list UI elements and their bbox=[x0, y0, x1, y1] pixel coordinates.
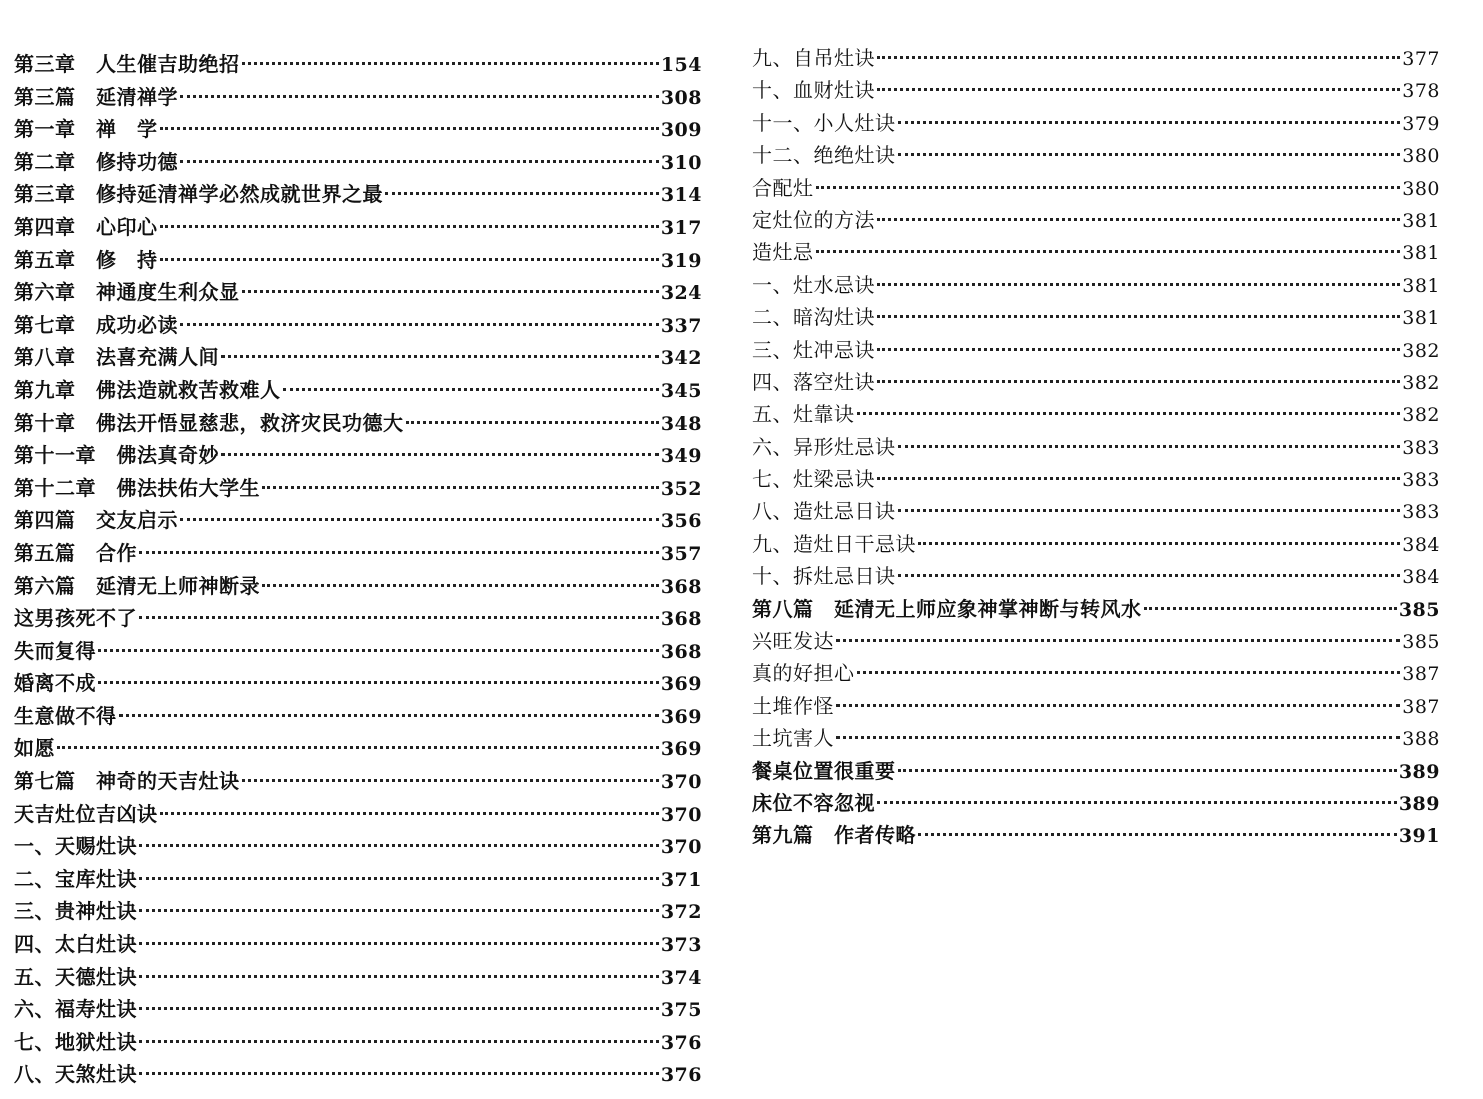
toc-entry-page-number: 381 bbox=[1402, 242, 1440, 265]
dot-leader bbox=[898, 153, 1401, 156]
toc-entry bbox=[752, 495, 1440, 527]
dot-leader bbox=[836, 736, 1400, 739]
toc-entry-page-number: 387 bbox=[1402, 663, 1440, 686]
toc-entry bbox=[752, 236, 1440, 268]
toc-entry-label: 八、天煞灶诀 bbox=[14, 1062, 137, 1087]
dot-leader bbox=[139, 975, 659, 978]
toc-entry bbox=[14, 309, 702, 342]
toc-entry-label: 十、拆灶忌日诀 bbox=[752, 564, 896, 589]
toc-entry-label: 合配灶 bbox=[752, 175, 814, 200]
toc-entry-page-number: 308 bbox=[660, 86, 702, 109]
toc-entry bbox=[14, 48, 702, 81]
toc-entry-label: 第九章 佛法造就救苦救难人 bbox=[14, 377, 281, 402]
toc-entry bbox=[14, 830, 702, 863]
toc-entry-page-number: 391 bbox=[1398, 825, 1440, 848]
toc-entry-page-number: 383 bbox=[1402, 436, 1440, 459]
dot-leader bbox=[877, 380, 1400, 383]
toc-entry-page-number: 382 bbox=[1402, 404, 1440, 427]
toc-right-column bbox=[752, 42, 1440, 852]
toc-entry-label: 八、造灶忌日诀 bbox=[752, 499, 896, 524]
toc-entry bbox=[14, 1058, 702, 1091]
toc-entry bbox=[14, 1026, 702, 1059]
toc-entry bbox=[752, 819, 1440, 851]
toc-entry-label: 五、天德灶诀 bbox=[14, 964, 137, 989]
dot-leader bbox=[139, 942, 659, 945]
toc-entry bbox=[752, 42, 1440, 74]
dot-leader bbox=[877, 477, 1400, 480]
dot-leader bbox=[180, 323, 659, 326]
toc-entry bbox=[14, 341, 702, 374]
toc-entry-page-number: 342 bbox=[660, 347, 702, 370]
toc-entry-page-number: 368 bbox=[660, 575, 702, 598]
toc-entry-label: 第三章 人生催吉助绝招 bbox=[14, 52, 240, 76]
toc-entry-label: 失而复得 bbox=[14, 638, 96, 663]
dot-leader bbox=[857, 412, 1401, 415]
toc-entry-page-number: 310 bbox=[660, 151, 702, 174]
toc-entry-label: 第一章 禅 学 bbox=[14, 117, 158, 142]
toc-entry bbox=[752, 657, 1440, 689]
dot-leader bbox=[857, 671, 1401, 674]
toc-entry-page-number: 319 bbox=[660, 249, 702, 272]
toc-entry-page-number: 337 bbox=[660, 314, 702, 337]
toc-entry-page-number: 369 bbox=[660, 738, 702, 761]
toc-entry-label: 第十二章 佛法扶佑大学生 bbox=[14, 475, 260, 500]
toc-entry-page-number: 154 bbox=[660, 54, 702, 76]
dot-leader bbox=[180, 518, 659, 521]
toc-entry-page-number: 385 bbox=[1402, 631, 1440, 654]
dot-leader bbox=[98, 649, 659, 652]
toc-entry-page-number: 309 bbox=[660, 119, 702, 142]
toc-entry-label: 第十章 佛法开悟显慈悲，救济灾民功德大 bbox=[14, 410, 404, 435]
toc-entry bbox=[14, 211, 702, 244]
toc-entry-label: 第四章 心印心 bbox=[14, 214, 158, 239]
dot-leader bbox=[139, 551, 659, 554]
toc-entry-label: 六、异形灶忌诀 bbox=[752, 434, 896, 459]
dot-leader bbox=[816, 250, 1401, 253]
toc-entry-page-number: 389 bbox=[1398, 792, 1440, 815]
toc-entry-label: 造灶忌 bbox=[752, 240, 814, 265]
toc-entry-page-number: 377 bbox=[1402, 48, 1440, 70]
toc-entry bbox=[14, 895, 702, 928]
dot-leader bbox=[836, 639, 1400, 642]
toc-entry-label: 第三篇 延清禅学 bbox=[14, 84, 178, 109]
toc-entry bbox=[752, 204, 1440, 236]
dot-leader bbox=[139, 844, 659, 847]
toc-entry-page-number: 370 bbox=[660, 771, 702, 794]
toc-entry-label: 第六章 神通度生利众显 bbox=[14, 280, 240, 305]
toc-entry bbox=[14, 993, 702, 1026]
dot-leader bbox=[221, 355, 659, 358]
toc-entry-page-number: 317 bbox=[660, 216, 702, 239]
dot-leader bbox=[262, 584, 659, 587]
dot-leader bbox=[877, 88, 1400, 91]
dot-leader bbox=[139, 1007, 659, 1010]
dot-leader bbox=[160, 225, 659, 228]
dot-leader bbox=[877, 283, 1400, 286]
dot-leader bbox=[139, 909, 659, 912]
dot-leader bbox=[877, 218, 1400, 221]
dot-leader bbox=[262, 486, 659, 489]
dot-leader bbox=[877, 348, 1400, 351]
toc-entry bbox=[14, 244, 702, 277]
toc-entry-page-number: 379 bbox=[1402, 112, 1440, 135]
toc-entry-label: 二、暗沟灶诀 bbox=[752, 305, 875, 330]
dot-leader bbox=[918, 833, 1397, 836]
toc-entry-label: 第二章 修持功德 bbox=[14, 149, 178, 174]
toc-entry-label: 第七章 成功必读 bbox=[14, 312, 178, 337]
toc-entry bbox=[14, 961, 702, 994]
toc-entry bbox=[14, 667, 702, 700]
toc-entry-page-number: 382 bbox=[1402, 339, 1440, 362]
toc-entry bbox=[14, 765, 702, 798]
toc-entry-label: 第八章 法喜充满人间 bbox=[14, 345, 219, 370]
toc-entry-label: 婚离不成 bbox=[14, 671, 96, 696]
dot-leader bbox=[221, 453, 659, 456]
toc-entry bbox=[14, 178, 702, 211]
dot-leader bbox=[160, 812, 659, 815]
toc-entry bbox=[14, 276, 702, 309]
dot-leader bbox=[242, 62, 659, 65]
toc-entry-page-number: 388 bbox=[1402, 728, 1440, 751]
dot-leader bbox=[898, 769, 1397, 772]
dot-leader bbox=[139, 616, 659, 619]
toc-entry bbox=[14, 635, 702, 668]
toc-entry-page-number: 357 bbox=[660, 542, 702, 565]
toc-entry-label: 如愿 bbox=[14, 736, 55, 761]
toc-entry bbox=[14, 81, 702, 114]
toc-entry-page-number: 381 bbox=[1402, 307, 1440, 330]
dot-leader bbox=[898, 445, 1401, 448]
dot-leader bbox=[98, 681, 659, 684]
toc-entry bbox=[752, 722, 1440, 754]
toc-entry-page-number: 381 bbox=[1402, 274, 1440, 297]
toc-entry-label: 土堆作怪 bbox=[752, 693, 834, 718]
toc-entry bbox=[14, 798, 702, 831]
toc-entry-page-number: 373 bbox=[660, 934, 702, 957]
toc-entry-label: 一、天赐灶诀 bbox=[14, 834, 137, 859]
toc-entry bbox=[752, 463, 1440, 495]
toc-entry-page-number: 375 bbox=[660, 999, 702, 1022]
toc-entry-label: 七、灶梁忌诀 bbox=[752, 467, 875, 492]
toc-entry bbox=[752, 593, 1440, 625]
toc-entry-page-number: 376 bbox=[660, 1031, 702, 1054]
toc-entry bbox=[14, 928, 702, 961]
toc-entry-label: 第十一章 佛法真奇妙 bbox=[14, 443, 219, 468]
toc-entry-label: 十二、绝绝灶诀 bbox=[752, 143, 896, 168]
toc-entry-page-number: 372 bbox=[660, 901, 702, 924]
dot-leader bbox=[898, 574, 1401, 577]
toc-entry-label: 天吉灶位吉凶诀 bbox=[14, 801, 158, 826]
dot-leader bbox=[139, 1040, 659, 1043]
toc-entry-page-number: 382 bbox=[1402, 371, 1440, 394]
dot-leader bbox=[385, 192, 659, 195]
toc-entry-label: 兴旺发达 bbox=[752, 629, 834, 654]
dot-leader bbox=[898, 509, 1401, 512]
toc-entry bbox=[752, 787, 1440, 819]
toc-entry-page-number: 376 bbox=[660, 1064, 702, 1087]
dot-leader bbox=[139, 877, 659, 880]
toc-entry-label: 第四篇 交友启示 bbox=[14, 508, 178, 533]
toc-entry-page-number: 374 bbox=[660, 966, 702, 989]
dot-leader bbox=[119, 714, 659, 717]
toc-entry bbox=[14, 863, 702, 896]
toc-entry-label: 餐桌位置很重要 bbox=[752, 758, 896, 783]
toc-entry-label: 生意做不得 bbox=[14, 703, 117, 728]
toc-entry bbox=[752, 172, 1440, 204]
toc-entry-page-number: 352 bbox=[660, 477, 702, 500]
toc-entry-label: 一、灶水忌诀 bbox=[752, 272, 875, 297]
toc-entry-page-number: 369 bbox=[660, 705, 702, 728]
dot-leader bbox=[180, 160, 659, 163]
toc-entry-label: 这男孩死不了 bbox=[14, 606, 137, 631]
toc-entry-label: 真的好担心 bbox=[752, 661, 855, 686]
toc-entry-label: 十一、小人灶诀 bbox=[752, 110, 896, 135]
toc-entry-page-number: 348 bbox=[660, 412, 702, 435]
dot-leader bbox=[877, 315, 1400, 318]
toc-entry bbox=[752, 269, 1440, 301]
toc-entry-page-number: 314 bbox=[660, 184, 702, 207]
toc-entry-label: 三、贵神灶诀 bbox=[14, 899, 137, 924]
toc-entry bbox=[14, 146, 702, 179]
toc-entry-label: 床位不容忽视 bbox=[752, 790, 875, 815]
toc-entry-label: 第九篇 作者传略 bbox=[752, 823, 916, 848]
toc-entry bbox=[752, 625, 1440, 657]
toc-entry bbox=[752, 366, 1440, 398]
toc-entry-page-number: 371 bbox=[660, 868, 702, 891]
toc-entry-label: 五、灶靠诀 bbox=[752, 402, 855, 427]
dot-leader bbox=[242, 290, 659, 293]
toc-entry-label: 定灶位的方法 bbox=[752, 207, 875, 232]
dot-leader bbox=[898, 121, 1401, 124]
toc-entry-page-number: 389 bbox=[1398, 760, 1440, 783]
toc-entry bbox=[14, 472, 702, 505]
toc-entry-label: 七、地狱灶诀 bbox=[14, 1029, 137, 1054]
toc-entry-page-number: 383 bbox=[1402, 469, 1440, 492]
toc-entry bbox=[752, 560, 1440, 592]
toc-entry-label: 九、自吊灶诀 bbox=[752, 46, 875, 70]
toc-left-column bbox=[14, 48, 702, 1091]
toc-entry bbox=[14, 700, 702, 733]
dot-leader bbox=[180, 95, 659, 98]
toc-entry bbox=[14, 602, 702, 635]
toc-entry-page-number: 349 bbox=[660, 445, 702, 468]
toc-entry bbox=[752, 334, 1440, 366]
toc-entry-label: 二、宝库灶诀 bbox=[14, 866, 137, 891]
toc-entry bbox=[752, 301, 1440, 333]
dot-leader bbox=[877, 801, 1397, 804]
toc-entry-label: 第五章 修 持 bbox=[14, 247, 158, 272]
toc-entry-page-number: 324 bbox=[660, 282, 702, 305]
toc-entry-label: 六、福寿灶诀 bbox=[14, 997, 137, 1022]
toc-entry-label: 四、落空灶诀 bbox=[752, 369, 875, 394]
toc-entry-page-number: 356 bbox=[660, 510, 702, 533]
toc-entry bbox=[752, 398, 1440, 430]
dot-leader bbox=[160, 258, 659, 261]
toc-entry-page-number: 345 bbox=[660, 379, 702, 402]
dot-leader bbox=[1144, 607, 1397, 610]
toc-entry-label: 第三章 修持延清禅学必然成就世界之最 bbox=[14, 182, 383, 207]
toc-entry-page-number: 381 bbox=[1402, 209, 1440, 232]
toc-entry-label: 三、灶冲忌诀 bbox=[752, 337, 875, 362]
toc-entry-page-number: 387 bbox=[1402, 695, 1440, 718]
toc-entry-page-number: 380 bbox=[1402, 177, 1440, 200]
toc-entry-page-number: 383 bbox=[1402, 501, 1440, 524]
toc-entry-label: 第五篇 合作 bbox=[14, 540, 137, 565]
toc-entry-page-number: 384 bbox=[1402, 566, 1440, 589]
dot-leader bbox=[836, 704, 1400, 707]
toc-entry bbox=[14, 537, 702, 570]
toc-entry-page-number: 368 bbox=[660, 608, 702, 631]
toc-entry bbox=[14, 732, 702, 765]
toc-entry-label: 四、太白灶诀 bbox=[14, 932, 137, 957]
toc-entry bbox=[14, 504, 702, 537]
toc-entry-page-number: 378 bbox=[1402, 80, 1440, 103]
toc-entry bbox=[14, 439, 702, 472]
toc-entry bbox=[14, 113, 702, 146]
toc-entry bbox=[14, 407, 702, 440]
toc-entry-label: 第八篇 延清无上师应象神掌神断与转风水 bbox=[752, 596, 1142, 621]
toc-entry-page-number: 369 bbox=[660, 673, 702, 696]
dot-leader bbox=[283, 388, 659, 391]
dot-leader bbox=[57, 746, 659, 749]
toc-entry-label: 九、造灶日干忌诀 bbox=[752, 531, 916, 556]
dot-leader bbox=[918, 542, 1400, 545]
dot-leader bbox=[816, 186, 1401, 189]
toc-entry-page-number: 385 bbox=[1398, 598, 1440, 621]
dot-leader bbox=[406, 421, 659, 424]
dot-leader bbox=[877, 56, 1400, 59]
toc-entry bbox=[752, 74, 1440, 106]
toc-entry bbox=[14, 570, 702, 603]
toc-entry-page-number: 370 bbox=[660, 803, 702, 826]
dot-leader bbox=[160, 127, 659, 130]
dot-leader bbox=[139, 1072, 659, 1075]
toc-entry bbox=[752, 107, 1440, 139]
toc-entry-label: 第七篇 神奇的天吉灶诀 bbox=[14, 769, 240, 794]
toc-entry bbox=[752, 755, 1440, 787]
toc-entry-page-number: 384 bbox=[1402, 533, 1440, 556]
toc-entry-label: 第六篇 延清无上师神断录 bbox=[14, 573, 260, 598]
dot-leader bbox=[242, 779, 659, 782]
toc-entry bbox=[14, 374, 702, 407]
toc-entry bbox=[752, 528, 1440, 560]
toc-entry-label: 十、血财灶诀 bbox=[752, 78, 875, 103]
toc-entry bbox=[752, 431, 1440, 463]
toc-entry-page-number: 368 bbox=[660, 640, 702, 663]
toc-entry-page-number: 370 bbox=[660, 836, 702, 859]
toc-entry bbox=[752, 139, 1440, 171]
toc-entry-page-number: 380 bbox=[1402, 145, 1440, 168]
toc-entry-label: 土坑害人 bbox=[752, 726, 834, 751]
toc-entry bbox=[752, 690, 1440, 722]
